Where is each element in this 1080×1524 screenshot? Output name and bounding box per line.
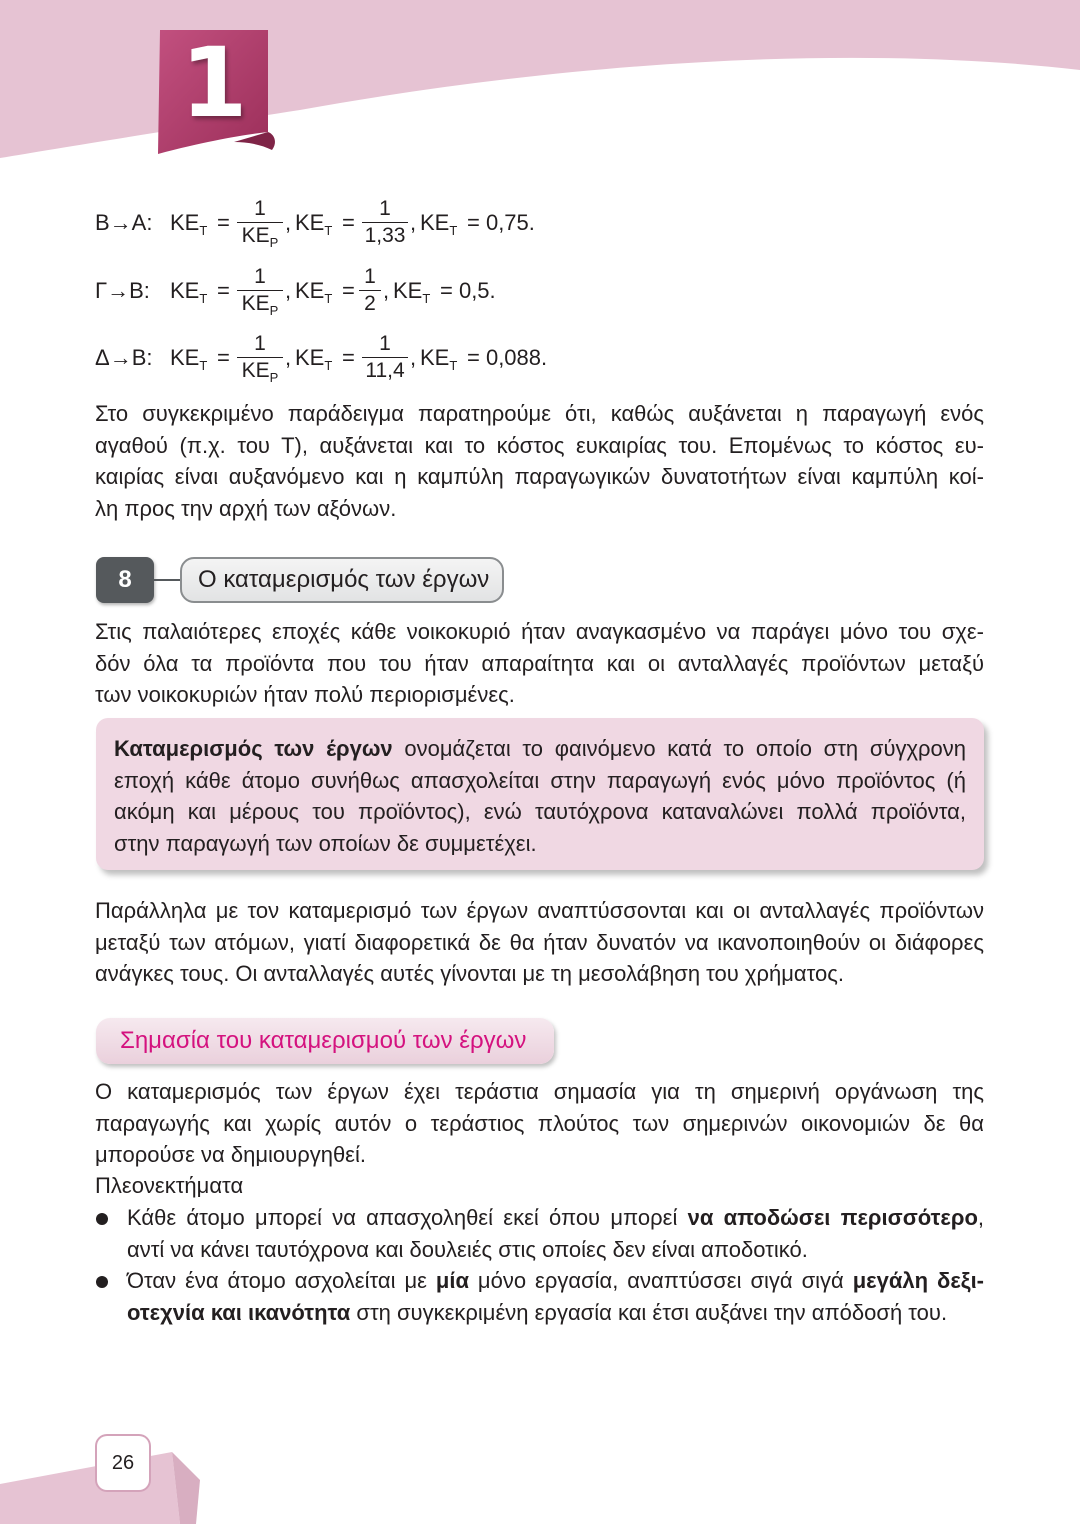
- bullet-item-1: [127, 1202, 984, 1265]
- ke-symbol: KE: [420, 345, 450, 370]
- fraction-numerator: 1: [379, 197, 391, 220]
- text-line: ανάγκες τους. Οι ανταλλαγές αυτές γίνονται με τη μεσολάβηση του χρήματος.: [95, 961, 844, 986]
- fraction-numerator: 1: [379, 332, 391, 355]
- text-line: λη προς την αρχή των αξόνων.: [95, 495, 397, 521]
- fraction-numerator: 1: [254, 265, 266, 288]
- denominator-subscript: P: [269, 235, 279, 250]
- comma: ,: [410, 210, 417, 235]
- formula-result: = 0,5.: [440, 278, 496, 303]
- fraction: [235, 196, 285, 256]
- fraction: [235, 264, 285, 324]
- text-line: αντί να κάνει ταυτόχρονα και δουλειές στις οποίες δεν είναι αποδοτικό.: [127, 1236, 808, 1262]
- formula-label: Δ→Β:: [95, 345, 153, 370]
- text-line: μπορούσε να δημιουργηθεί.: [95, 1142, 366, 1167]
- text-line: παραγωγής και χωρίς αυτόν ο τεράστιος πλούτος των σημερινών οικονομιών δε θα: [95, 1110, 984, 1136]
- comma: ,: [285, 278, 292, 303]
- ke-subscript: T: [199, 223, 208, 238]
- ke-symbol: KE: [170, 345, 200, 370]
- fraction: [357, 264, 383, 317]
- fraction-denominator: 11,4: [365, 359, 405, 382]
- fraction-denominator: KE: [241, 224, 270, 247]
- fraction: [235, 331, 285, 391]
- definition-text: [114, 733, 966, 859]
- text-line: καιρίας είναι αυξανόμενο και η καμπύλη παραγωγικών δυνατοτήτων είναι καμπύλη κοί-: [95, 464, 984, 489]
- ke-subscript: T: [449, 358, 458, 373]
- bullet-icon: [96, 1276, 108, 1288]
- paragraph-opportunity-cost: [95, 398, 984, 524]
- text-line: στην παραγωγή των οποίων δε συμμετέχει.: [114, 830, 537, 856]
- section-number-badge: 8: [96, 557, 154, 603]
- advantages-heading: Πλεονεκτήματα: [95, 1173, 244, 1198]
- ke-subscript: T: [449, 223, 458, 238]
- bullet-emphasis: να αποδώσει περισσότερο: [687, 1205, 978, 1230]
- text-line: των νοικοκυριών ήταν πολύ περιορισμένες.: [95, 682, 515, 707]
- comma: ,: [383, 278, 390, 303]
- equals-sign: =: [342, 210, 355, 235]
- bullet-emphasis: οτεχνία και ικανότητα: [127, 1299, 351, 1325]
- bullet-icon: [96, 1213, 108, 1225]
- bullet-text: Κάθε άτομο μπορεί να απασχοληθεί εκεί όπου μπορεί: [127, 1205, 688, 1230]
- definition-text-rest: ονομάζεται το φαινόμενο κατά το οποίο στη σύγχρονη: [392, 736, 967, 761]
- text-line: Παράλληλα με τον καταμερισμό των έργων αναπτύσσονται και οι ανταλλαγές προϊόντων: [95, 898, 984, 923]
- fraction-numerator: 1: [254, 332, 266, 355]
- formula-label: Γ→Β:: [95, 278, 150, 303]
- chapter-number: 1: [180, 27, 248, 139]
- text-line: Στις παλαιότερες εποχές κάθε νοικοκυριό ήταν αναγκασμένο να παράγει μόνο του σχε-: [95, 619, 984, 644]
- bullet-emphasis: μία: [435, 1268, 469, 1293]
- ke-subscript: T: [199, 291, 208, 306]
- text-line: δόν όλα τα προϊόντα που του ήταν απαραίτητα και οι ανταλλαγές προϊόντων μεταξύ: [95, 650, 984, 676]
- ke-subscript: T: [422, 291, 431, 306]
- ke-subscript: T: [199, 358, 208, 373]
- paragraph-importance: [95, 1076, 984, 1171]
- ke-subscript: T: [324, 358, 333, 373]
- fraction-numerator: 1: [364, 265, 376, 288]
- fraction: [360, 196, 410, 249]
- equals-sign: =: [217, 345, 230, 370]
- text-line: μεταξύ των ατόμων, γιατί διαφορετικά δε θα ήταν δυνατόν να ικανοποιηθούν οι διάφορες: [95, 929, 984, 955]
- comma: ,: [410, 345, 417, 370]
- definition-term: Καταμερισμός των έργων: [114, 736, 393, 761]
- bullet-text: ,: [977, 1205, 985, 1230]
- bullet-text: Όταν ένα άτομο ασχολείται με: [127, 1268, 436, 1293]
- ke-symbol: KE: [170, 278, 200, 303]
- bullet-text: στη συγκεκριμένη εργασία και έτσι αυξάνει την απόδοσή του.: [350, 1299, 948, 1325]
- bullet-text: μόνο εργασία, αναπτύσσει σιγά σιγά: [468, 1268, 853, 1293]
- fraction-denominator: 2: [364, 292, 376, 315]
- section-title: Ο καταμερισμός των έργων: [180, 557, 504, 603]
- equals-sign: =: [217, 210, 230, 235]
- fraction-denominator: KE: [241, 292, 270, 315]
- text-line: αγαθού (π.χ. του Τ), αυξάνεται και το κόστος ευκαιρίας του. Επομένως το κόστος ευ-: [95, 432, 984, 458]
- paragraph-history: [95, 616, 984, 711]
- text-line: Στο συγκεκριμένο παράδειγμα παρατηρούμε ότι, καθώς αυξάνεται η παραγωγή ενός: [95, 401, 984, 426]
- page-number: 26: [111, 1452, 135, 1474]
- subsection-title: Σημασία του καταμερισμού των έργων: [120, 1027, 527, 1054]
- fraction-numerator: 1: [254, 197, 266, 220]
- bullet-item-2: [127, 1265, 984, 1328]
- ke-symbol: KE: [295, 345, 325, 370]
- denominator-subscript: P: [269, 303, 279, 318]
- ke-subscript: T: [324, 223, 333, 238]
- text-line: Ο καταμερισμός των έργων έχει τεράστια σημασία για τη σημερινή οργάνωση της: [95, 1079, 984, 1104]
- denominator-subscript: P: [269, 370, 279, 385]
- paragraph-exchanges: [95, 895, 984, 990]
- bullet-emphasis: μεγάλη δεξι-: [852, 1268, 985, 1293]
- text-line: εποχή κάθε άτομο συνήθως απασχολείται στην παραγωγή ενός μόνο προϊόντος (ή: [114, 767, 966, 793]
- formula-result: = 0,088.: [467, 345, 548, 370]
- formula-result: = 0,75.: [467, 210, 535, 235]
- fraction-denominator: KE: [241, 359, 270, 382]
- equals-sign: =: [342, 278, 355, 303]
- ke-symbol: KE: [170, 210, 200, 235]
- comma: ,: [285, 210, 292, 235]
- equals-sign: =: [217, 278, 230, 303]
- ke-symbol: KE: [393, 278, 423, 303]
- formula-label: Β→Α:: [95, 210, 153, 235]
- text-line: ακόμη και μέρους του προϊόντος), ενώ ταυτόχρονα καταναλώνει πολλά προϊόντα,: [114, 799, 966, 824]
- ke-subscript: T: [324, 291, 333, 306]
- fraction: [360, 331, 410, 384]
- comma: ,: [285, 345, 292, 370]
- ke-symbol: KE: [420, 210, 450, 235]
- equals-sign: =: [342, 345, 355, 370]
- fraction-denominator: 1,33: [364, 224, 406, 247]
- ke-symbol: KE: [295, 210, 325, 235]
- ke-symbol: KE: [295, 278, 325, 303]
